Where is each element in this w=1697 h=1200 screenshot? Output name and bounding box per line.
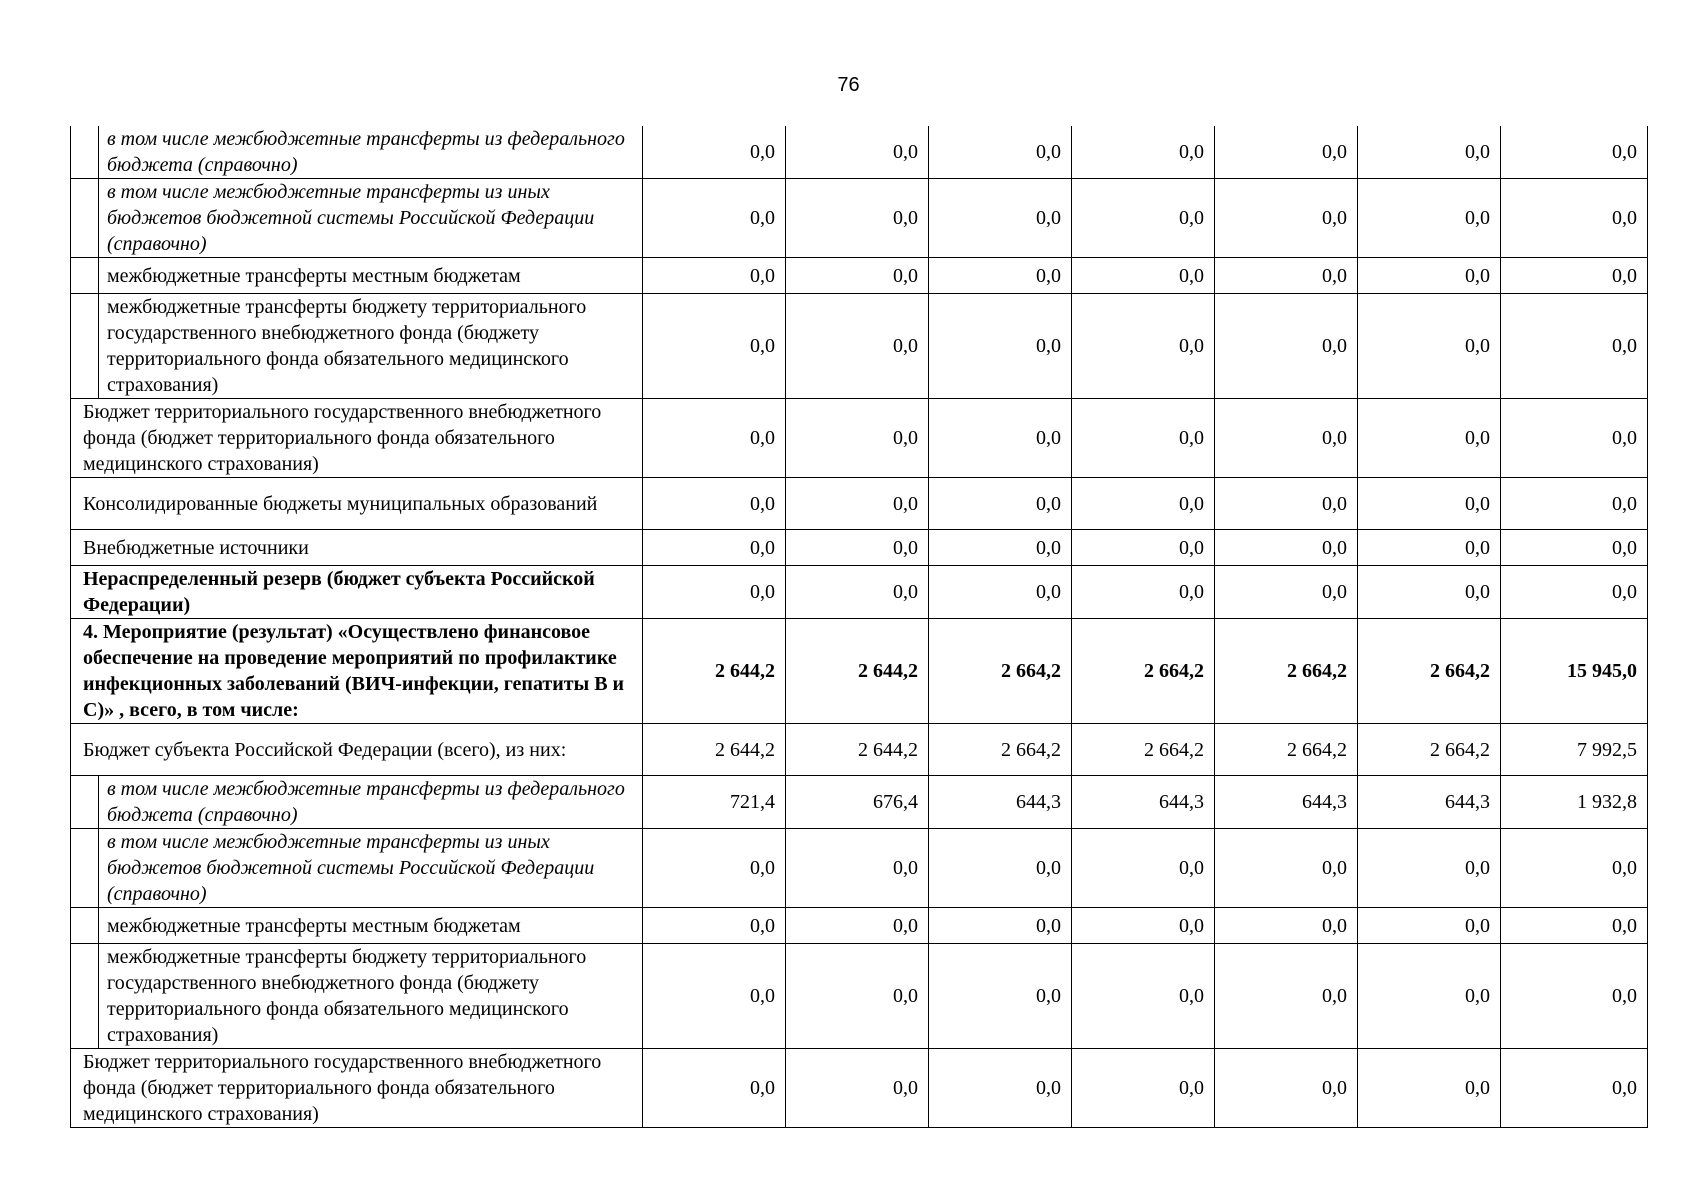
indent-cell	[71, 908, 99, 944]
indent-cell	[71, 258, 99, 294]
row-label: Бюджет субъекта Российской Федерации (всего), из них:	[71, 724, 643, 776]
value-cell: 2 664,2	[929, 724, 1072, 776]
value-cell: 2 664,2	[1072, 619, 1215, 724]
value-cell: 0,0	[1358, 530, 1501, 566]
value-cell: 0,0	[1072, 294, 1215, 399]
value-cell: 0,0	[1358, 258, 1501, 294]
value-cell: 0,0	[1215, 829, 1358, 908]
indent-cell	[71, 179, 99, 258]
value-cell: 0,0	[1072, 829, 1215, 908]
table-row	[71, 478, 1648, 530]
row-label: 4. Мероприятие (результат) «Осуществлено финансовое обеспечение на проведение мероприятий по профилактике инфекционных заболеваний (ВИЧ-инфекции, гепатиты В и С)» , всего, в том числе:	[71, 619, 643, 724]
value-cell: 644,3	[1358, 776, 1501, 829]
value-cell: 0,0	[1501, 530, 1648, 566]
value-cell: 2 664,2	[1072, 724, 1215, 776]
value-cell: 0,0	[1501, 126, 1648, 179]
value-cell: 0,0	[643, 944, 786, 1049]
value-cell: 0,0	[1215, 179, 1358, 258]
value-cell: 2 664,2	[1215, 724, 1358, 776]
value-cell: 2 664,2	[1215, 619, 1358, 724]
value-cell: 2 644,2	[643, 619, 786, 724]
table-row	[71, 776, 1648, 829]
value-cell: 0,0	[1501, 829, 1648, 908]
table-row	[71, 530, 1648, 566]
value-cell: 0,0	[1215, 908, 1358, 944]
value-cell: 0,0	[929, 944, 1072, 1049]
value-cell: 0,0	[1501, 1049, 1648, 1128]
row-label: межбюджетные трансферты бюджету территориального государственного внебюджетного фонда (бюджету территориального фонда обязательного медицинского страхования)	[99, 294, 643, 399]
value-cell: 0,0	[929, 258, 1072, 294]
value-cell: 2 664,2	[1358, 619, 1501, 724]
row-label: Бюджет территориального государственного внебюджетного фонда (бюджет территориального фонда обязательного медицинского страхования)	[71, 399, 643, 478]
value-cell: 0,0	[1358, 944, 1501, 1049]
table-row	[71, 908, 1648, 944]
value-cell: 0,0	[1358, 1049, 1501, 1128]
budget-table	[70, 126, 1648, 1128]
value-cell: 0,0	[786, 566, 929, 619]
value-cell: 0,0	[1501, 179, 1648, 258]
value-cell: 0,0	[1501, 294, 1648, 399]
value-cell: 0,0	[1215, 399, 1358, 478]
value-cell: 0,0	[643, 566, 786, 619]
value-cell: 0,0	[1072, 478, 1215, 530]
value-cell: 0,0	[929, 566, 1072, 619]
value-cell: 0,0	[1215, 944, 1358, 1049]
value-cell: 0,0	[1215, 478, 1358, 530]
table-row	[71, 258, 1648, 294]
value-cell: 0,0	[643, 478, 786, 530]
value-cell: 0,0	[929, 126, 1072, 179]
value-cell: 0,0	[1215, 126, 1358, 179]
value-cell: 0,0	[786, 294, 929, 399]
table-row	[71, 619, 1648, 724]
value-cell: 0,0	[929, 1049, 1072, 1128]
value-cell: 0,0	[643, 399, 786, 478]
table-row	[71, 399, 1648, 478]
indent-cell	[71, 294, 99, 399]
value-cell: 0,0	[1358, 179, 1501, 258]
table-row	[71, 829, 1648, 908]
value-cell: 0,0	[643, 530, 786, 566]
value-cell: 2 644,2	[643, 724, 786, 776]
indent-cell	[71, 944, 99, 1049]
row-label: Внебюджетные источники	[71, 530, 643, 566]
value-cell: 0,0	[1215, 258, 1358, 294]
table-row	[71, 944, 1648, 1049]
value-cell: 0,0	[1358, 566, 1501, 619]
value-cell: 0,0	[1072, 179, 1215, 258]
value-cell: 0,0	[929, 179, 1072, 258]
value-cell: 0,0	[643, 179, 786, 258]
value-cell: 0,0	[1072, 258, 1215, 294]
value-cell: 1 932,8	[1501, 776, 1648, 829]
value-cell: 0,0	[1072, 126, 1215, 179]
indent-cell	[71, 829, 99, 908]
value-cell: 0,0	[1072, 399, 1215, 478]
value-cell: 0,0	[1358, 294, 1501, 399]
indent-cell	[71, 126, 99, 179]
value-cell: 0,0	[1501, 399, 1648, 478]
value-cell: 0,0	[643, 1049, 786, 1128]
row-label: Консолидированные бюджеты муниципальных образований	[71, 478, 643, 530]
value-cell: 2 644,2	[786, 724, 929, 776]
table-row	[71, 179, 1648, 258]
value-cell: 0,0	[786, 944, 929, 1049]
value-cell: 0,0	[1215, 1049, 1358, 1128]
value-cell: 0,0	[786, 829, 929, 908]
table-row	[71, 724, 1648, 776]
value-cell: 0,0	[786, 258, 929, 294]
value-cell: 2 664,2	[929, 619, 1072, 724]
value-cell: 644,3	[1072, 776, 1215, 829]
row-label: межбюджетные трансферты местным бюджетам	[99, 908, 643, 944]
value-cell: 0,0	[1501, 258, 1648, 294]
value-cell: 0,0	[929, 478, 1072, 530]
table-row	[71, 1049, 1648, 1128]
value-cell: 0,0	[1072, 530, 1215, 566]
table-row	[71, 566, 1648, 619]
value-cell: 0,0	[1072, 944, 1215, 1049]
value-cell: 0,0	[786, 126, 929, 179]
row-label: в том числе межбюджетные трансферты из федерального бюджета (справочно)	[99, 776, 643, 829]
table-row	[71, 294, 1648, 399]
value-cell: 0,0	[1358, 399, 1501, 478]
value-cell: 0,0	[786, 1049, 929, 1128]
row-label: межбюджетные трансферты местным бюджетам	[99, 258, 643, 294]
value-cell: 0,0	[786, 908, 929, 944]
value-cell: 0,0	[643, 126, 786, 179]
value-cell: 0,0	[929, 829, 1072, 908]
value-cell: 0,0	[643, 829, 786, 908]
value-cell: 0,0	[1215, 566, 1358, 619]
value-cell: 0,0	[1072, 908, 1215, 944]
value-cell: 2 644,2	[786, 619, 929, 724]
value-cell: 0,0	[643, 294, 786, 399]
table-row	[71, 126, 1648, 179]
value-cell: 0,0	[1358, 829, 1501, 908]
value-cell: 0,0	[929, 399, 1072, 478]
value-cell: 0,0	[929, 908, 1072, 944]
value-cell: 0,0	[643, 908, 786, 944]
value-cell: 7 992,5	[1501, 724, 1648, 776]
row-label: в том числе межбюджетные трансферты из федерального бюджета (справочно)	[99, 126, 643, 179]
value-cell: 0,0	[643, 258, 786, 294]
value-cell: 0,0	[1215, 530, 1358, 566]
page-number: 76	[837, 74, 860, 96]
indent-cell	[71, 776, 99, 829]
value-cell: 0,0	[786, 399, 929, 478]
value-cell: 0,0	[929, 294, 1072, 399]
value-cell: 721,4	[643, 776, 786, 829]
value-cell: 644,3	[1215, 776, 1358, 829]
value-cell: 2 664,2	[1358, 724, 1501, 776]
value-cell: 0,0	[1501, 478, 1648, 530]
value-cell: 0,0	[1501, 566, 1648, 619]
value-cell: 0,0	[1358, 126, 1501, 179]
value-cell: 0,0	[786, 179, 929, 258]
row-label: межбюджетные трансферты бюджету территориального государственного внебюджетного фонда (бюджету территориального фонда обязательного медицинского страхования)	[99, 944, 643, 1049]
value-cell: 0,0	[786, 530, 929, 566]
value-cell: 0,0	[1072, 1049, 1215, 1128]
row-label: в том числе межбюджетные трансферты из иных бюджетов бюджетной системы Российской Федерации (справочно)	[99, 829, 643, 908]
value-cell: 676,4	[786, 776, 929, 829]
row-label: в том числе межбюджетные трансферты из иных бюджетов бюджетной системы Российской Федерации (справочно)	[99, 179, 643, 258]
value-cell: 644,3	[929, 776, 1072, 829]
value-cell: 0,0	[1358, 478, 1501, 530]
row-label: Нераспределенный резерв (бюджет субъекта Российской Федерации)	[71, 566, 643, 619]
value-cell: 0,0	[1501, 908, 1648, 944]
value-cell: 0,0	[1072, 566, 1215, 619]
value-cell: 15 945,0	[1501, 619, 1648, 724]
value-cell: 0,0	[1501, 944, 1648, 1049]
value-cell: 0,0	[929, 530, 1072, 566]
row-label: Бюджет территориального государственного внебюджетного фонда (бюджет территориального фонда обязательного медицинского страхования)	[71, 1049, 643, 1128]
value-cell: 0,0	[1215, 294, 1358, 399]
value-cell: 0,0	[786, 478, 929, 530]
value-cell: 0,0	[1358, 908, 1501, 944]
